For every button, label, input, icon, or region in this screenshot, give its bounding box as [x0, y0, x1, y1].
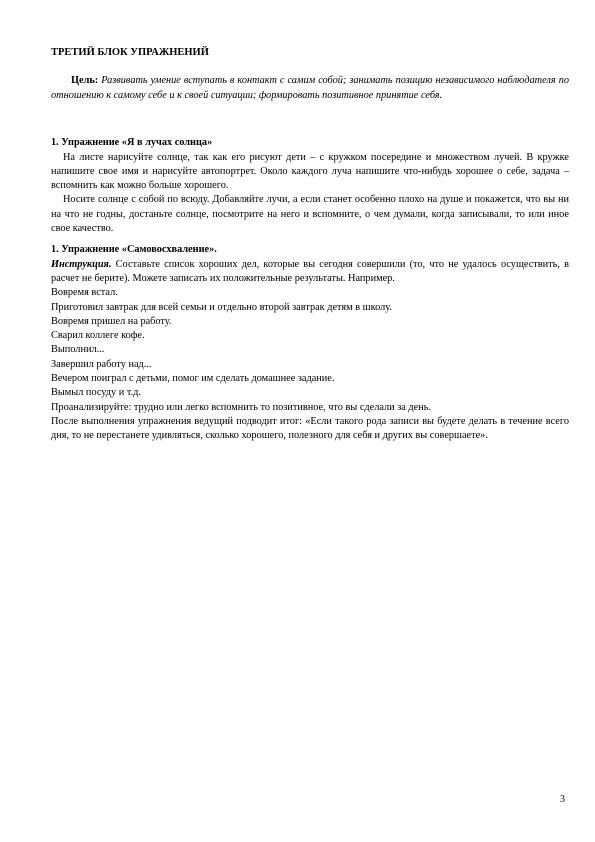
exercise2-heading: 1. Упражнение «Самовосхваление».	[51, 244, 217, 256]
instruction-text: Составьте список хороших дел, которые вы сегодня совершили (то, что не удалось осуществить, в расчет не берите). Можете записать их положительные результаты. Например.	[51, 258, 569, 284]
conclusion-paragraph: После выполнения упражнения ведущий подводит итог: «Если такого рода записи вы будете делать в течение всего дня, то не перестанете удивляться, сколько хорошего, полезного для себя и других вы совершаете».	[51, 415, 569, 442]
exercise1-paragraph-1: На листе нарисуйте солнце, так как его рисуют дети – с кружком посередине и множеством лучей. В кружке напишите свое имя и нарисуйте автопортрет. Около каждого луча напишите что-нибудь хорошее о себе, задача – вспомнить как можно больше хорошего.	[51, 151, 569, 192]
example-item-8: Вымыл посуду и т.д.	[51, 387, 141, 399]
example-item-6: Завершил работу над...	[51, 358, 152, 370]
goal-text: Развивать умение вступать в контакт с самим собой; занимать позицию независимого наблюдателя по отношению к самому себе и к своей ситуации; формировать позитивное принятие себя.	[51, 75, 569, 102]
example-item-1: Вовремя встал.	[51, 287, 118, 299]
analysis-paragraph: Проанализируйте: трудно или легко вспомнить то позитивное, что вы сделали за день.	[51, 401, 432, 413]
goal-label: Цель:	[71, 75, 99, 87]
page-number: 3	[560, 794, 565, 805]
exercise1-paragraph-2: Носите солнце с собой по всюду. Добавляйте лучи, а если станет особенно плохо на душе и покажется, что вы ни на что не годны, достаньте солнце, посмотрите на него и вспомните, о чем думали, когда записывали, то или иное свое качество.	[51, 194, 569, 235]
section-spacer	[51, 236, 569, 243]
goal-paragraph	[51, 73, 569, 103]
example-item-2: Приготовил завтрак для всей семьи и отдельно второй завтрак детям в школу.	[51, 301, 392, 313]
example-item-3: Вовремя пришел на работу.	[51, 315, 172, 327]
example-item-7: Вечером поиграл с детьми, помог им сделать домашнее задание.	[51, 373, 335, 385]
page-title: ТРЕТИЙ БЛОК УПРАЖНЕНИЙ	[51, 47, 209, 58]
example-item-5: Выполнил...	[51, 344, 105, 356]
example-item-4: Сварил коллеге кофе.	[51, 330, 145, 342]
instruction-label: Инструкция.	[51, 258, 112, 270]
page-content	[51, 46, 569, 444]
exercise2-instruction	[51, 258, 569, 287]
exercise1-heading: 1. Упражнение «Я в лучах солнца»	[51, 137, 213, 149]
